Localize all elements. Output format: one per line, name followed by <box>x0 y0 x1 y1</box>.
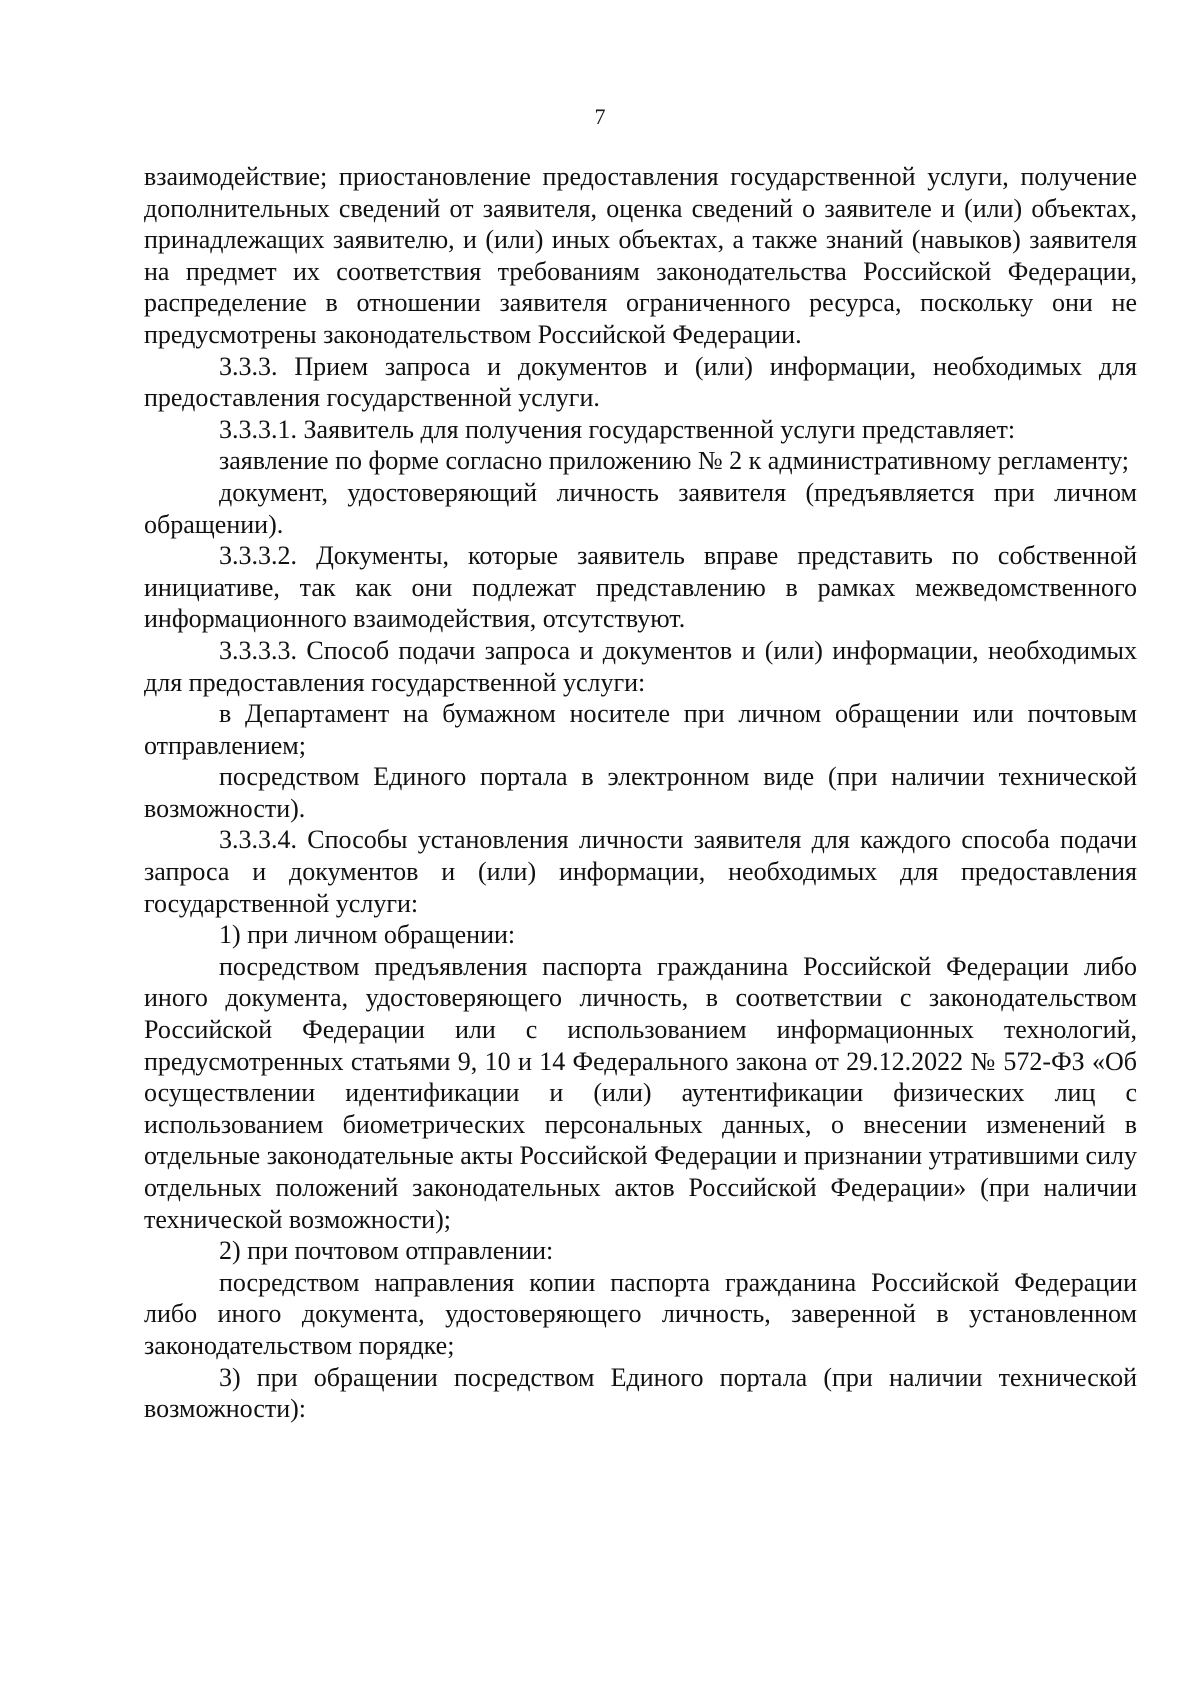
paragraph: 3) при обращении посредством Единого портала (при наличии технической возможности): <box>144 1362 1137 1424</box>
paragraph: посредством Единого портала в электронном виде (при наличии технической возможности). <box>144 762 1137 823</box>
document-body <box>144 161 1137 1425</box>
paragraph: 3.3.3.2. Документы, которые заявитель вправе представить по собственной инициативе, так как они подлежат представлению в рамках межведомственного информационного взаимодействия, отсутствуют. <box>144 541 1137 634</box>
paragraph: посредством направления копии паспорта гражданина Российской Федерации либо иного документа, удостоверяющего личность, заверенной в установленном законодательством порядке; <box>144 1267 1137 1360</box>
paragraph: 3.3.3.1. Заявитель для получения государственной услуги представляет: <box>219 414 1016 444</box>
paragraph: документ, удостоверяющий личность заявителя (предъявляется при личном обращении). <box>144 477 1137 539</box>
paragraph: в Департамент на бумажном носителе при личном обращении или почтовым отправлением; <box>144 699 1137 760</box>
paragraph: 3.3.3.3. Способ подачи запроса и документов и (или) информации, необходимых для предоставления государственной услуги: <box>144 635 1137 697</box>
paragraph: 2) при почтовом отправлении: <box>219 1236 554 1266</box>
paragraph: взаимодействие; приостановление предоставления государственной услуги, получение дополнительных сведений от заявителя, оценка сведений о заявителе и (или) объектах, принадлежащих заявителю, и (или) иных объектах, а также знаний (навыков) заявителя на предмет их соответствия требованиям законодательства Российской Федерации, распределение в отношении заявителя ограниченного ресурса, поскольку они не предусмотрены законодательством Российской Федерации. <box>144 162 1137 349</box>
paragraph: заявление по форме согласно приложению № 2 к административному регламенту; <box>219 446 1129 476</box>
paragraph: 1) при личном обращении: <box>219 920 516 950</box>
page-number: 7 <box>594 104 606 129</box>
paragraph: 3.3.3.4. Способы установления личности заявителя для каждого способа подачи запроса и документов и (или) информации, необходимых для предоставления государственной услуги: <box>144 825 1137 918</box>
paragraph: 3.3.3. Прием запроса и документов и (или) информации, необходимых для предоставления государственной услуги. <box>144 351 1137 413</box>
paragraph: посредством предъявления паспорта гражданина Российской Федерации либо иного документа, удостоверяющего личность, в соответствии с законодательством Российской Федерации или с использованием информационных технологий, предусмотренных статьями 9, 10 и 14 Федерального закона от 29.12.2022 № 572-ФЗ «Об осуществлении идентификации и (или) аутентификации физических лиц с использованием биометрических персональных данных, о внесении изменений в отдельные законодательные акты Российской Федерации и признании утратившими силу отдельных положений законодательных актов Российской Федерации» (при наличии технической возможности); <box>144 951 1137 1234</box>
